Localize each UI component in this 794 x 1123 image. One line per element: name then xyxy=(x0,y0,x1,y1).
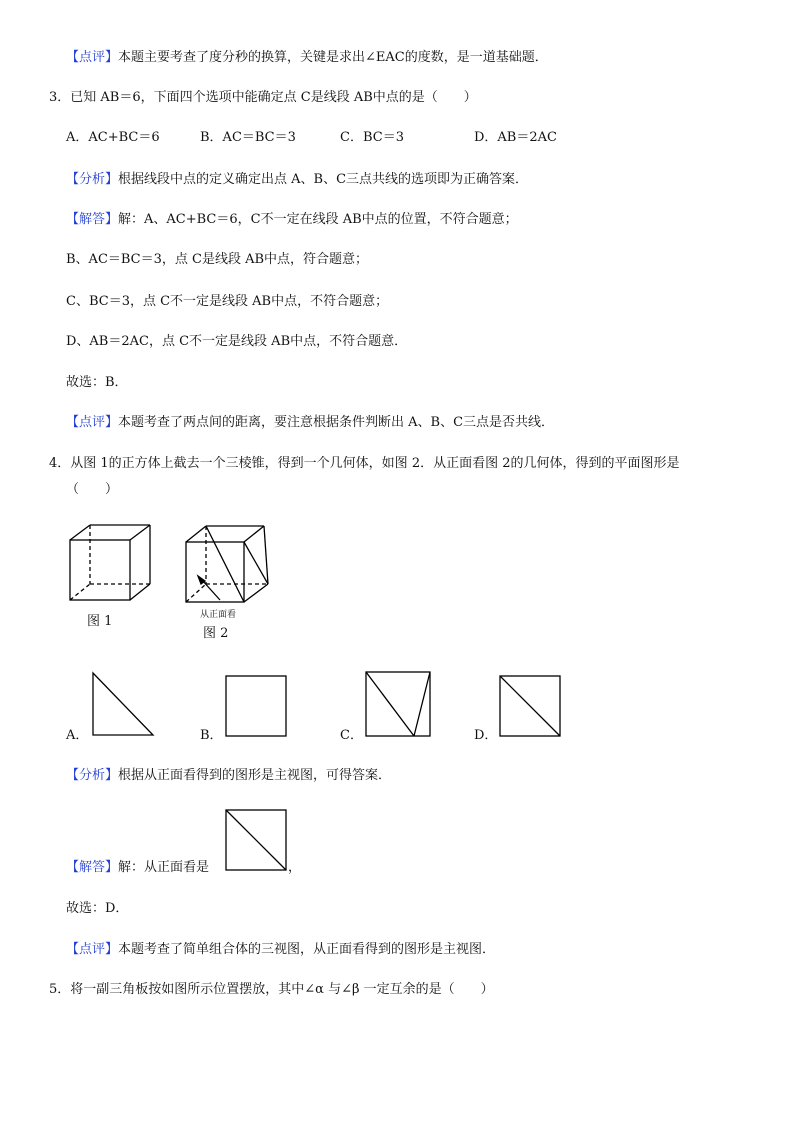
q3-solution-d: D、AB＝2AC，点 C不一定是线段 AB中点，不符合题意． xyxy=(66,334,408,349)
solution-text: 解：A、AC+BC＝6，C不一定在线段 AB中点的位置，不符合题意； xyxy=(118,212,518,227)
solution-text: 解：从正面看是 xyxy=(118,860,210,875)
question-3 xyxy=(49,88,477,108)
q3-option-d: D．AB＝2AC xyxy=(474,130,557,145)
q4-option-c-figure xyxy=(364,670,432,738)
q3-option-c: C．BC＝3 xyxy=(340,130,404,145)
comment-line-q2 xyxy=(66,48,548,68)
analysis-text: 根据从正面看得到的图形是主视图，可得答案． xyxy=(118,768,392,783)
q3-comment xyxy=(66,413,554,433)
question-number: 5． xyxy=(49,982,71,997)
question-4-paren: （ ） xyxy=(66,482,119,497)
q4-solution-tail: ， xyxy=(288,860,302,875)
q4-option-a-figure xyxy=(90,670,156,738)
question-text: 从图 1的正方体上截去一个三棱锥，得到一个几何体，如图 2．从正面看图 2的几何体，得到的平面图形是 xyxy=(70,456,680,471)
figure-1-caption: 图 1 xyxy=(87,614,113,629)
q4-comment xyxy=(66,940,495,960)
question-text: 已知 AB＝6，下面四个选项中能确定点 C是线段 AB中点的是（ ） xyxy=(70,90,477,105)
q4-option-a: A． xyxy=(66,728,89,743)
q4-option-d-figure xyxy=(498,674,562,738)
q4-solution-figure xyxy=(224,808,288,872)
q3-solution-b: B、AC＝BC＝3，点 C是线段 AB中点，符合题意； xyxy=(66,252,369,267)
q3-option-a: A．AC+BC＝6 xyxy=(66,130,160,145)
q4-analysis xyxy=(66,766,391,786)
q3-option-b: B．AC＝BC＝3 xyxy=(200,130,296,145)
question-number: 3． xyxy=(49,90,71,105)
figure-2-caption: 图 2 xyxy=(203,626,229,641)
figure-1-cube xyxy=(66,522,156,606)
q4-solution xyxy=(66,858,209,878)
question-text: 将一副三角板按如图所示位置摆放，其中∠α 与∠β 一定互余的是（ ） xyxy=(70,982,494,997)
q3-analysis xyxy=(66,170,528,190)
q4-option-b: B． xyxy=(200,728,223,743)
comment-tag: 【点评】 xyxy=(66,415,119,430)
question-5 xyxy=(49,980,494,1000)
solution-tag: 【解答】 xyxy=(66,860,119,875)
comment-tag: 【点评】 xyxy=(66,50,119,65)
solution-tag: 【解答】 xyxy=(66,212,119,227)
analysis-text: 根据线段中点的定义确定出点 A、B、C三点共线的选项即为正确答案． xyxy=(118,172,529,187)
comment-tag: 【点评】 xyxy=(66,942,119,957)
q3-solution-c: C、BC＝3，点 C不一定是线段 AB中点，不符合题意； xyxy=(66,294,389,309)
comment-text: 本题考查了两点间的距离，要注意根据条件判断出 A、B、C三点是否共线． xyxy=(118,415,555,430)
question-number: 4． xyxy=(49,456,71,471)
q4-option-b-figure xyxy=(224,674,288,738)
analysis-tag: 【分析】 xyxy=(66,172,119,187)
view-direction-label: 从正面看 xyxy=(200,610,237,620)
q4-option-d: D． xyxy=(474,728,498,743)
comment-text: 本题考查了简单组合体的三视图，从正面看得到的图形是主视图． xyxy=(118,942,496,957)
q3-solution xyxy=(66,210,518,230)
comment-text: 本题主要考查了度分秒的换算，关键是求出∠EAC的度数，是一道基础题． xyxy=(118,50,548,65)
q4-option-c: C． xyxy=(340,728,363,743)
analysis-tag: 【分析】 xyxy=(66,768,119,783)
q4-answer: 故选：D． xyxy=(66,901,129,916)
question-4 xyxy=(49,454,680,474)
q3-answer: 故选：B． xyxy=(66,375,128,390)
